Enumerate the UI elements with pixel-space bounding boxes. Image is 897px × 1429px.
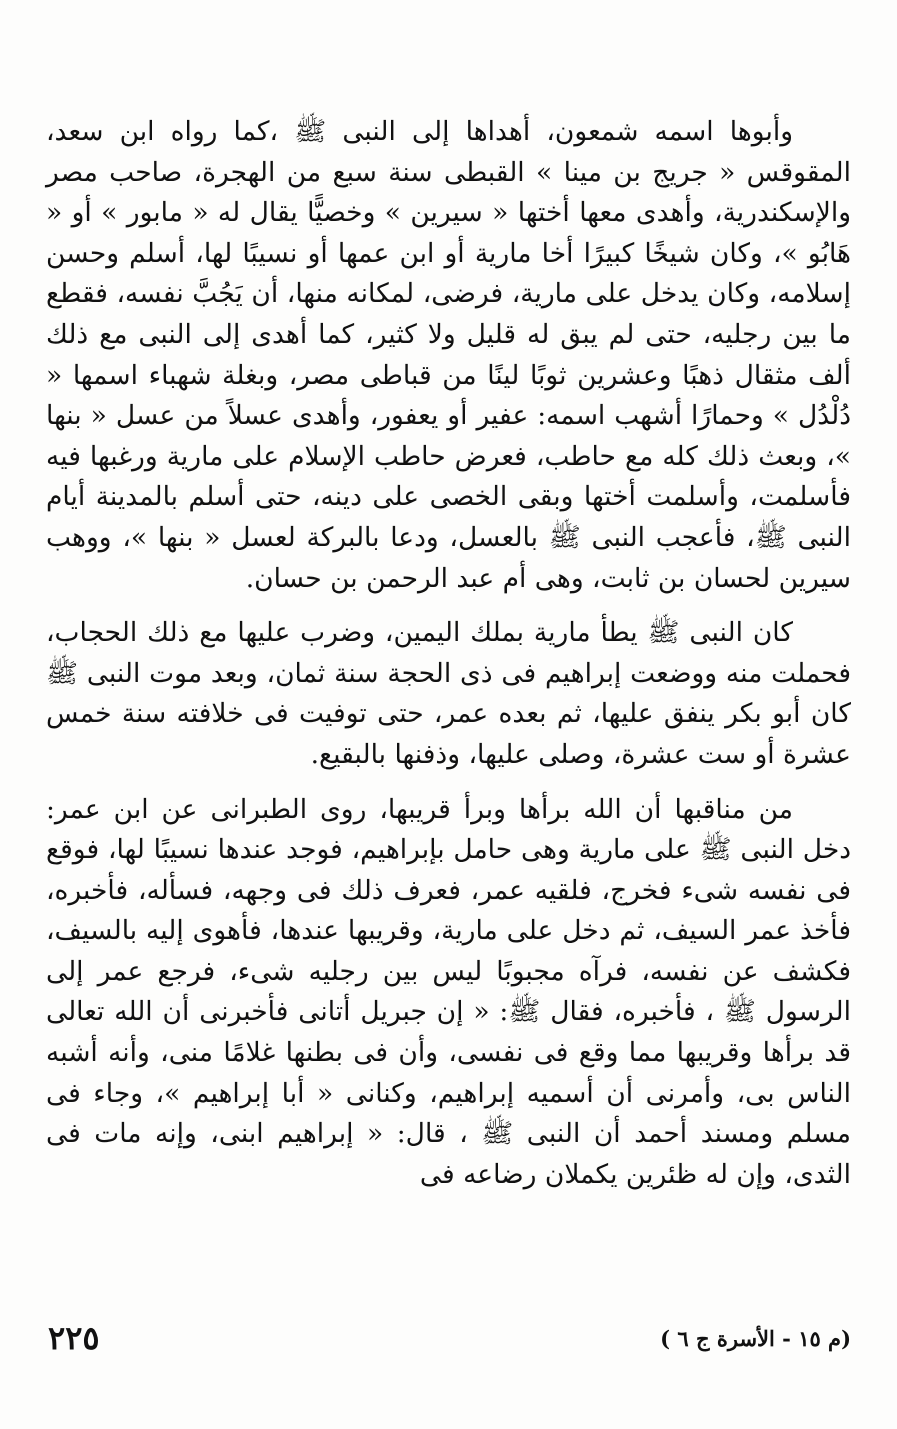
paragraph-maria-ibrahim: كان النبى ﷺ يطأ مارية بملك اليمين، وضرب عليها مع ذلك الحجاب، فحملت منه ووضعت إبراهيم فى ذى الحجة سنة ثمان، وبعد موت النبى ﷺ كان أبو بكر ينفق عليها، ثم بعده عمر، حتى توفيت فى خلافته سنة خمس عشرة أو ست عشرة، وصلى عليها، وذفنها بالبقيع. [46, 617, 851, 770]
page-footer [46, 1316, 851, 1360]
paragraph-maria-gift: وأبوها اسمه شمعون، أهداها إلى النبى ﷺ ،كما رواه ابن سعد، المقوقس « جريج بن مينا » القبطى سنة سبع من الهجرة، صاحب مصر والإسكندرية، وأهدى معها أختها « سيرين » وخصيًّا يقال له « مابور » أو « هَابُو »، وكان شيخًا كبيرًا أخا مارية أو ابن عمها أو نسيبًا لها، أسلم وحسن إسلامه، وكان يدخل على مارية، فرضى، لمكانه منها، أن يَجُبَّ نفسه، فقطع ما بين رجليه، حتى لم يبق له قليل ولا كثير، كما أهدى إلى النبى مع ذلك ألف مثقال ذهبًا وعشرين ثوبًا لينًا من قباطى مصر، وبغلة شهباء اسمها « دُلْدُل » وحمارًا أشهب اسمه: عفير أو يعفور، وأهدى عسلاً من عسل « بنها »، وبعث ذلك كله مع حاطب، فعرض حاطب الإسلام على مارية ورغبها فيه فأسلمت، وأسلمت أختها وبقى الخصى على دينه، حتى أسلم بالمدينة أيام النبى ﷺ، فأعجب النبى ﷺ بالعسل، ودعا بالبركة لعسل « بنها »، ووهب سيرين لحسان بن ثابت، وهى أم عبد الرحمن بن حسان. [46, 116, 851, 594]
printer-signature-mark: (م ١٥ - الأسرة ج ٦ ) [660, 1326, 851, 1351]
page-number: ٢٢٥ [48, 1319, 100, 1357]
page-body-text [46, 112, 851, 1195]
paragraph-maria-virtues: من مناقبها أن الله برأها وبرأ قريبها، روى الطبرانى عن ابن عمر: دخل النبى ﷺ على مارية وهى حامل بإبراهيم، فوجد عندها نسيبًا لها، فوقع فى نفسه شىء فخرج، فلقيه عمر، فعرف ذلك فى وجهه، فسأله، فأخبره، فأخذ عمر السيف، ثم دخل على مارية، وقريبها عندها، فأهوى إليه بالسيف، فكشف عن نفسه، فرآه مجبوبًا ليس بين رجليه شىء، فرجع عمر إلى الرسول ﷺ ، فأخبره، فقال ﷺ: « إن جبريل أتانى فأخبرنى أن الله تعالى قد برأها وقريبها مما وقع فى نفسى، وأن فى بطنها غلامًا منى، وأنه أشبه الناس بى، وأمرنى أن أسميه إبراهيم، وكنانى « أبا إبراهيم »، وجاء فى مسلم ومسند أحمد أن النبى ﷺ ، قال: « إبراهيم ابنى، وإنه مات فى الثدى، وإن له ظئرين يكملان رضاعه فى [46, 793, 851, 1190]
